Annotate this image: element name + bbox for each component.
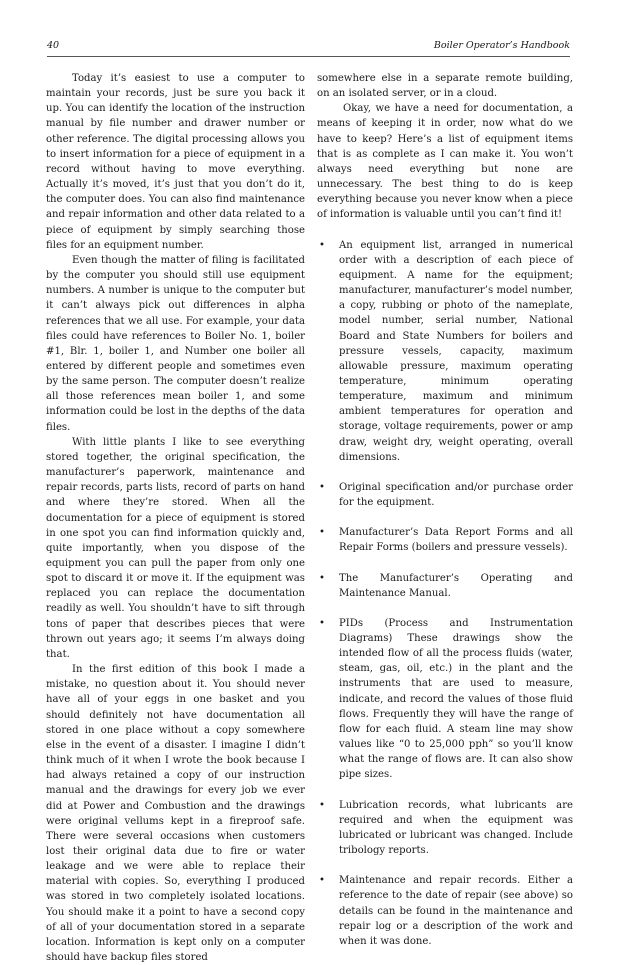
list-item-text: Original specification and/or purchase order for the equipment. — [339, 481, 573, 509]
left-column — [46, 71, 305, 965]
list-item — [317, 571, 573, 601]
list-item-text: Maintenance and repair records. Either a reference to the date of repair (see above) so details can be found in the maintenance and repair log or a description of the work and when it was done. — [339, 875, 573, 947]
book-title: Boiler Operator’s Handbook — [433, 40, 570, 51]
paragraph: somewhere else in a separate remote building, on an isolated server, or in a cloud. — [317, 73, 573, 100]
bullet-icon: • — [319, 799, 325, 811]
bullet-icon: • — [319, 239, 325, 251]
header-rule — [47, 56, 570, 57]
page-number: 40 — [47, 40, 60, 51]
paragraph: Okay, we have a need for documentation, a means of keeping it in order, now what do we have to keep? Here’s a list of equipment items that is as complete as I can make it. You won’t always need everything but none are unnecessary. The best thing to do is keep everything because you never know when a piece of information is valuable until you can’t find it! — [317, 103, 573, 221]
bullet-icon: • — [319, 572, 325, 584]
bullet-icon: • — [319, 481, 325, 493]
list-item-text: An equipment list, arranged in numerical order with a description of each piece of equipment. A name for the equipment; manufacturer, manufacturer’s model number, a copy, rubbing or photo of the nameplate, model number, serial number, National Board and State Numbers for boilers and pressure vessels, capacity, maximum allowable pressure, maximum operating temperature, minimum operating temperature, maximum and minimum ambient temperatures for operation and storage, voltage requirements, power or amp draw, weight dry, weight operating, overall dimensions. — [339, 239, 573, 463]
bullet-icon: • — [319, 875, 325, 887]
spacer — [317, 223, 573, 230]
list-item — [317, 798, 573, 859]
paragraph: In the first edition of this book I made a mistake, no question about it. You should never have all of your eggs in one basket and you should definitely not have documentation all stored in one place without a copy somewhere else in the event of a disaster. I imagine I didn’t think much of it when I wrote the book because I had always retained a copy of our instruction manual and the drawings for every job we ever did at Power and Combustion and the drawings were original vellums kept in a fireproof safe. There were several occasions when customers lost their original data due to fire or water leakage and we were able to replace their material with copies. So, everything I produced was stored in two completely isolated locations. You should make it a point to have a second copy of all of your documentation stored in a separate location. Information is kept only on a computer should have backup files stored — [46, 664, 305, 964]
list-item — [317, 873, 573, 949]
list-item — [317, 525, 573, 555]
paragraph: With little plants I like to see everything stored together, the original specification, the manufacturer’s paperwork, maintenance and repair records, parts lists, record of parts on hand and where they’re stored. When all the documentation for a piece of equipment is stored in one spot you can find information quickly and, quite importantly, when you dispose of the equipment you can pull the paper from only one spot to discard it or move it. If the equipment was replaced you can replace the documentation readily as well. You shouldn’t have to sift through tons of paper that describes pieces that were thrown out years ago; it seems I’m always doing that. — [46, 436, 305, 660]
list-item — [317, 616, 573, 783]
list-item-text: Lubrication records, what lubricants are required and when the equipment was lubricated or lubricant was changed. Include tribology reports. — [339, 799, 573, 857]
bullet-icon: • — [319, 617, 325, 629]
list-item-text: PIDs (Process and Instrumentation Diagrams) These drawings show the intended flow of all the process fluids (water, steam, gas, oil, etc.) in the plant and the instruments that are used to measure, indicate, and record the values of those fluid flows. Frequently they will have the range of flow for each fluid. A steam line may show values like “0 to 25,000 pph” so you’ll know what the range of flows are. It can also show pipe sizes. — [339, 617, 573, 781]
right-column — [317, 71, 573, 964]
list-item — [317, 238, 573, 465]
list-item — [317, 480, 573, 510]
paragraph: Even though the matter of filing is facilitated by the computer you should still use equipment numbers. A number is unique to the computer but it can’t always pick out differences in alpha references that we all use. For example, your data files could have references to Boiler No. 1, boiler #1, Blr. 1, boiler 1, and Number one boiler all entered by different people and sometimes even by the same person. The computer doesn’t realize all those references mean boiler 1, and some information could be lost in the depths of the data files. — [46, 254, 305, 433]
equipment-documentation-list — [317, 238, 573, 949]
list-item-text: Manufacturer’s Data Report Forms and all Repair Forms (boilers and pressure vessels). — [339, 527, 573, 554]
list-item-text: The Manufacturer’s Operating and Maintenance Manual. — [339, 572, 573, 599]
bullet-icon: • — [319, 527, 325, 539]
paragraph: Today it’s easiest to use a computer to maintain your records, just be sure you back it up. You can identify the location of the instruction manual by file number and drawer number or other reference. The digital processing allows you to insert information for a piece of equipment in a record without having to move everything. Actually it’s moved, it’s just that you don’t do it, the computer does. You can also find maintenance and repair information and other data related to a piece of equipment by simply searching those files for an equipment number. — [46, 73, 305, 251]
